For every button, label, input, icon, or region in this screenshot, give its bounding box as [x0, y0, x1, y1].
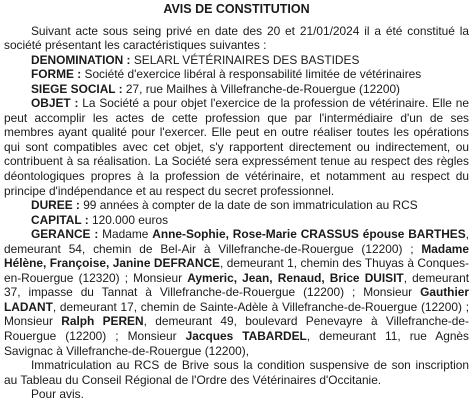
capital-label: CAPITAL :	[31, 212, 89, 227]
capital-line	[4, 213, 469, 228]
forme-line	[4, 67, 469, 82]
gerant-4-name: Gauthier LADANT	[4, 285, 469, 314]
capital-value: 120.000 euros	[88, 212, 169, 227]
siege-line	[4, 82, 469, 97]
gerant-6-address: , demeurant 11, rue Agnès Savignac à Villefranche-de-Rouergue (12200),	[4, 329, 469, 358]
denomination-line	[4, 53, 469, 68]
immatriculation-paragraph: Immatriculation au RCS de Brive sous la condition suspensive de son inscription au Tableau du Conseil Régional de l'Ordre des Vétérinaires d'Occitanie.	[4, 358, 469, 387]
denomination-value: SELARL VÉTÉRINAIRES DES BASTIDES	[130, 52, 360, 67]
siege-label: SIEGE SOCIAL :	[31, 81, 123, 96]
gerant-1-name: Anne-Sophie, Rose-Marie CRASSUS épouse BARTHES	[152, 227, 466, 242]
intro-paragraph: Suivant acte sous seing privé en date des 20 et 21/01/2024 il a été constitué la société présentant les caractéristiques suivantes :	[4, 23, 469, 53]
gerant-3-address: , demeurant 37, impasse du Tannat à Villefranche-de-Rouergue (12200) ; Monsieur	[4, 270, 469, 300]
objet-paragraph	[4, 96, 469, 198]
gerance-paragraph	[4, 227, 469, 358]
forme-label: FORME :	[31, 67, 82, 82]
gerant-6-name: Jacques TABARDEL	[185, 329, 307, 344]
objet-label: OBJET :	[31, 96, 79, 111]
gerant-1-prefix: Madame	[98, 227, 153, 242]
gerance-label: GERANCE :	[31, 227, 99, 242]
gerant-2-name: Madame Hélène, Françoise, Janine DEFRANCE	[4, 241, 469, 271]
duree-label: DUREE :	[31, 198, 80, 213]
duree-value: 99 années à compter de la date de son immatriculation au RCS	[79, 198, 418, 213]
siege-value: 27, rue Mailhes à Villefranche-de-Rouergue (12200)	[122, 81, 401, 96]
gerant-4-address: , demeurant 17, chemin de Sainte-Adèle à Villefranche-de-Rouergue (12200) ; Monsieur	[4, 299, 469, 329]
closing-line: Pour avis.	[31, 387, 84, 402]
gerant-5-address: , demeurant 49, boulevard Penevayre à Villefranche-de-Rouergue (12200) ; Monsieur	[4, 314, 469, 344]
gerant-3-name: Aymeric, Jean, Renaud, Brice DUISIT	[187, 270, 404, 285]
duree-line	[4, 198, 469, 213]
forme-value: Société d'exercice libéral à responsabilité limitée de vétérinaires	[81, 67, 422, 82]
gerant-5-name: Ralph PEREN	[61, 314, 144, 329]
notice-title: AVIS DE CONSTITUTION	[163, 2, 310, 16]
gerant-1-address: , demeurant 54, chemin de Bel-Air à Villefranche-de-Rouergue (12200) ;	[4, 227, 469, 256]
denomination-label: DENOMINATION :	[31, 52, 131, 67]
gerant-2-address: , demeurant 1, chemin des Thuyas à Conques-en-Rouergue (12320) ; Monsieur	[4, 256, 469, 285]
objet-value: La Société a pour objet l'exercice de la profession de vétérinaire. Elle ne peut accomplir les actes de cette profession que par l'intermédiaire d'un de ses membres ayant qualité pour l'exercer. Elle peut en outre réaliser toutes les opérations qui sont compatibles avec cet objet, s'y rapportent directement ou indirectement, ou contribuent à sa réalisation. La Société sera expressément tenue au respect des règles déontologiques propres à la profession de vétérinaire, et notamment au respect du principe d'indépendance et au respect du secret professionnel.	[4, 96, 469, 198]
